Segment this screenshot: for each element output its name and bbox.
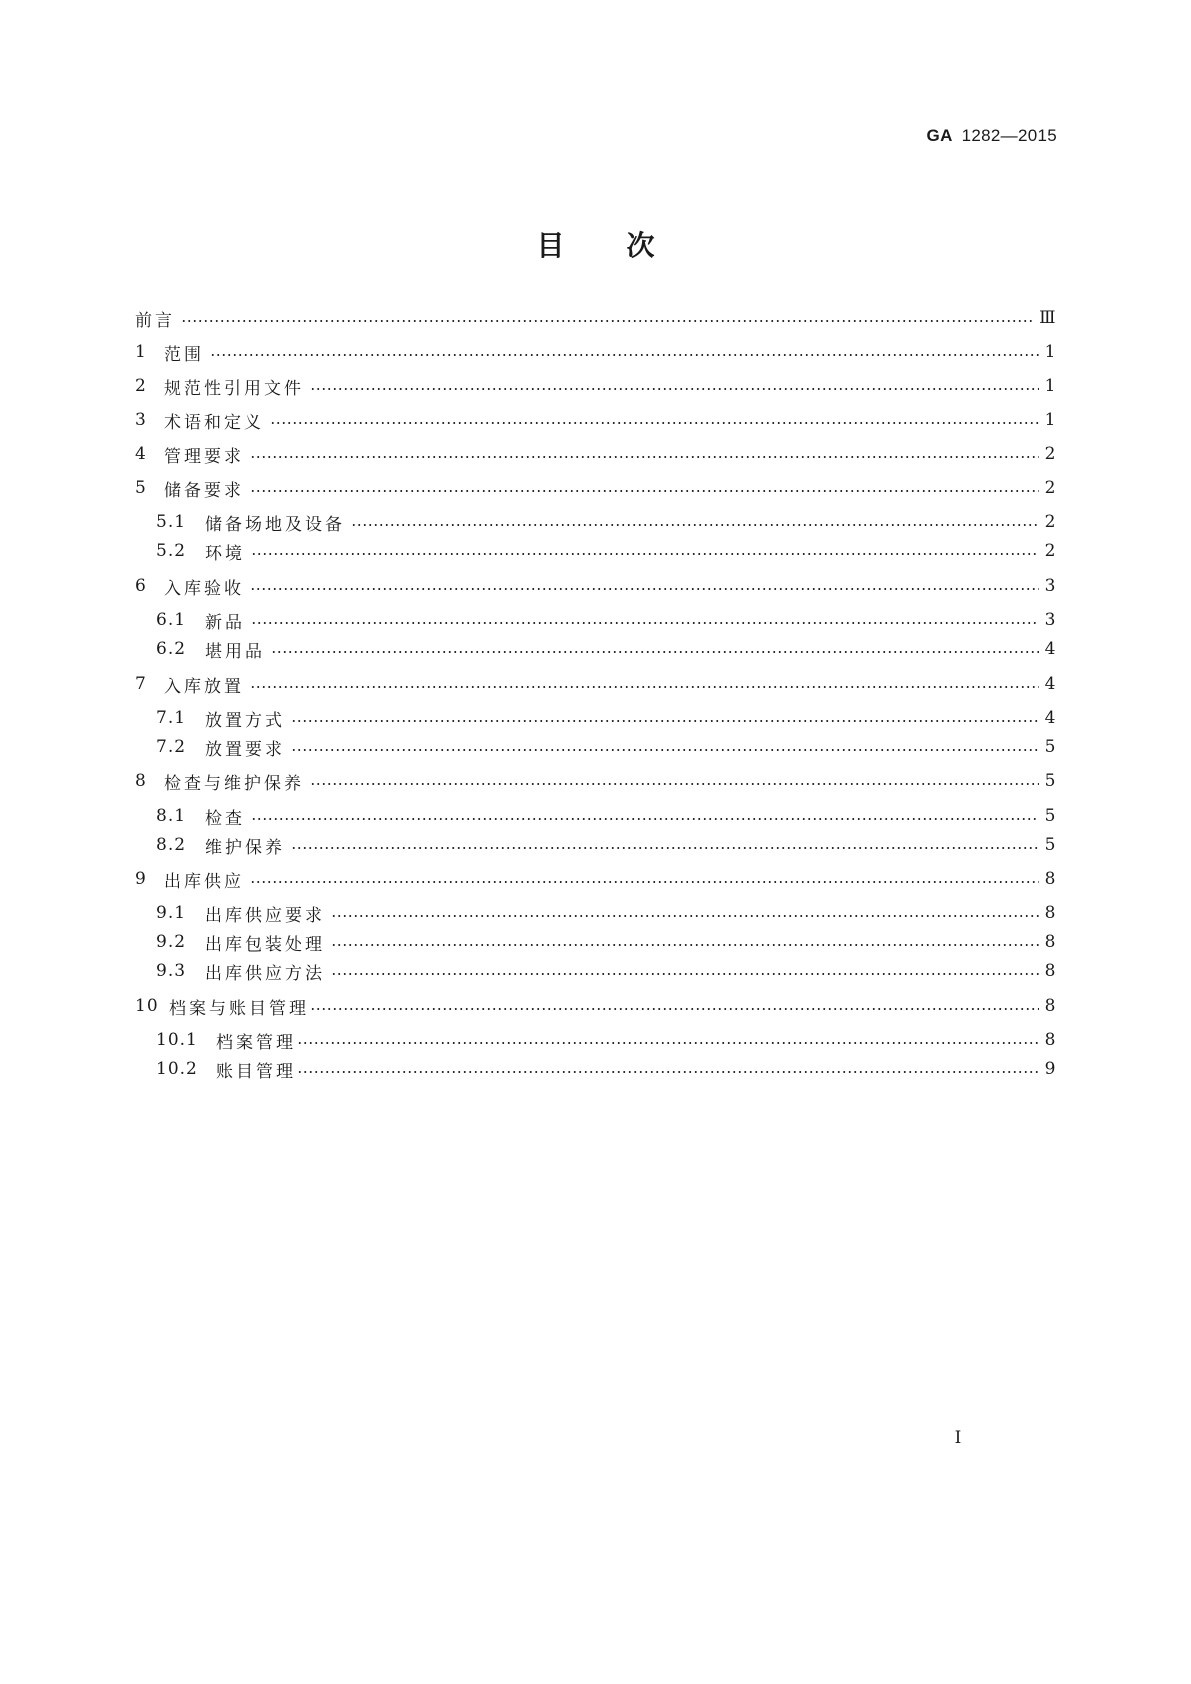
toc-entry-page: 3 (1044, 610, 1056, 630)
toc-entry-number: 7 (135, 674, 147, 694)
toc-entry-number: 9.3 (156, 961, 187, 981)
toc-entry-label: 维护保养 (205, 837, 285, 858)
toc-entry-number: 9.1 (156, 903, 187, 923)
dot-leader (271, 651, 1039, 653)
page-number: I (954, 1428, 962, 1448)
toc-entry[interactable] (156, 804, 1056, 828)
toc-entry[interactable] (135, 306, 1056, 330)
toc-entry-number: 10.2 (156, 1059, 198, 1079)
toc-entry-number: 6.2 (156, 639, 187, 659)
toc-entry-page: 4 (1044, 674, 1056, 694)
toc-entry-label: 账目管理 (216, 1061, 296, 1082)
toc-entry-page: 5 (1044, 806, 1056, 826)
dot-leader (210, 354, 1039, 356)
dot-leader (181, 320, 1033, 322)
dot-leader (270, 422, 1039, 424)
dot-leader (291, 847, 1039, 849)
standard-code-number: 1282—2015 (961, 126, 1057, 145)
toc-entry[interactable] (135, 574, 1056, 598)
toc-entry-number: 9 (135, 869, 147, 889)
toc-entry-page: 2 (1044, 512, 1056, 532)
toc-entry-page: 5 (1044, 771, 1056, 791)
toc-entry[interactable] (135, 442, 1056, 466)
toc-entry-label: 入库验收 (164, 578, 244, 599)
toc-entry-number: 9.2 (156, 932, 187, 952)
dot-leader (331, 973, 1039, 975)
toc-entry-label: 放置要求 (205, 739, 285, 760)
toc-entry-page: 5 (1044, 737, 1056, 757)
toc-entry[interactable] (135, 340, 1056, 364)
toc-entry[interactable] (156, 608, 1056, 632)
dot-leader (251, 622, 1039, 624)
dot-leader (291, 720, 1039, 722)
toc-entry[interactable] (156, 901, 1056, 925)
toc-entry-number: 4 (135, 444, 147, 464)
toc-entry-label: 储备场地及设备 (205, 514, 345, 535)
dot-leader (250, 456, 1039, 458)
toc-entry-page: 3 (1044, 576, 1056, 596)
toc-entry-page: 5 (1044, 835, 1056, 855)
toc-entry-label: 规范性引用文件 (164, 378, 304, 399)
toc-entry-page: 4 (1044, 708, 1056, 728)
toc-entry[interactable] (135, 408, 1056, 432)
toc-entry-label: 管理要求 (164, 446, 244, 467)
toc-entry-label: 前言 (135, 310, 175, 331)
toc-entry-page: 8 (1044, 961, 1056, 981)
toc-entry-number: 7.2 (156, 737, 187, 757)
dot-leader (331, 915, 1039, 917)
toc-entry-page: 2 (1044, 444, 1056, 464)
toc-entry[interactable] (156, 1028, 1056, 1052)
toc-entry[interactable] (135, 374, 1056, 398)
toc-entry-page: 1 (1044, 342, 1056, 362)
toc-entry[interactable] (156, 930, 1056, 954)
toc-entry-number: 10.1 (156, 1030, 198, 1050)
toc-entry[interactable] (156, 833, 1056, 857)
toc-entry-number: 8.2 (156, 835, 187, 855)
dot-leader (250, 881, 1039, 883)
toc-entry-number: 8 (135, 771, 147, 791)
toc-entry-label: 放置方式 (205, 710, 285, 731)
page-title: 目次 (536, 229, 717, 262)
toc-entry-page: 8 (1044, 1030, 1056, 1050)
toc-entry-page: 8 (1044, 869, 1056, 889)
toc-entry-label: 出库供应方法 (205, 963, 325, 984)
toc-entry-number: 1 (135, 342, 147, 362)
toc-entry-number: 6.1 (156, 610, 187, 630)
toc-entry-label: 出库供应 (164, 871, 244, 892)
toc-entry-number: 7.1 (156, 708, 187, 728)
toc-entry-label: 新品 (205, 612, 245, 633)
toc-entry[interactable] (156, 1057, 1056, 1081)
toc-entry-label: 入库放置 (164, 676, 244, 697)
toc-entry[interactable] (135, 476, 1056, 500)
toc-entry-page: 8 (1044, 903, 1056, 923)
toc-entry-page: 1 (1044, 410, 1056, 430)
toc-entry-number: 3 (135, 410, 147, 430)
dot-leader (351, 524, 1039, 526)
toc-entry-number: 6 (135, 576, 147, 596)
toc-entry-label: 出库供应要求 (205, 905, 325, 926)
dot-leader (297, 1042, 1039, 1044)
toc-entry-label: 档案管理 (216, 1032, 296, 1053)
toc-entry[interactable] (156, 735, 1056, 759)
toc-entry-number: 5.2 (156, 541, 187, 561)
toc-entry-label: 检查 (205, 808, 245, 829)
toc-entry-page: 1 (1044, 376, 1056, 396)
dot-leader (310, 388, 1039, 390)
standard-code-prefix: GA (926, 126, 953, 145)
toc-entry[interactable] (156, 539, 1056, 563)
toc-entry[interactable] (135, 769, 1056, 793)
toc-entry-page: 9 (1044, 1059, 1056, 1079)
toc-entry-page: 4 (1044, 639, 1056, 659)
toc-entry-number: 5 (135, 478, 147, 498)
toc-entry[interactable] (156, 637, 1056, 661)
dot-leader (250, 490, 1039, 492)
toc-entry-number: 8.1 (156, 806, 187, 826)
toc-entry-label: 范围 (164, 344, 204, 365)
dot-leader (331, 944, 1039, 946)
dot-leader (250, 588, 1039, 590)
toc-entry[interactable] (156, 510, 1056, 534)
toc-entry-number: 2 (135, 376, 147, 396)
toc-entry-number: 5.1 (156, 512, 187, 532)
dot-leader (310, 1008, 1039, 1010)
toc-entry-page: Ⅲ (1039, 308, 1056, 328)
toc-entry-label: 环境 (205, 543, 245, 564)
toc-entry[interactable] (135, 994, 1056, 1018)
dot-leader (310, 783, 1039, 785)
dot-leader (250, 686, 1039, 688)
dot-leader (297, 1071, 1039, 1073)
toc-entry-page: 8 (1044, 996, 1056, 1016)
toc-entry-page: 8 (1044, 932, 1056, 952)
toc-entry-label: 出库包装处理 (205, 934, 325, 955)
toc-entry-label: 堪用品 (205, 641, 265, 662)
toc-entry-label: 储备要求 (164, 480, 244, 501)
toc-entry-label: 检查与维护保养 (164, 773, 304, 794)
dot-leader (251, 553, 1039, 555)
toc-entry-number: 10 (135, 996, 159, 1016)
toc-entry-label: 档案与账目管理 (169, 998, 309, 1019)
toc-entry-page: 2 (1044, 478, 1056, 498)
toc-entry-page: 2 (1044, 541, 1056, 561)
toc-entry-label: 术语和定义 (164, 412, 264, 433)
toc-entry[interactable] (135, 867, 1056, 891)
toc-entry[interactable] (156, 959, 1056, 983)
toc-entry[interactable] (156, 706, 1056, 730)
dot-leader (291, 749, 1039, 751)
toc-entry[interactable] (135, 672, 1056, 696)
dot-leader (251, 818, 1039, 820)
